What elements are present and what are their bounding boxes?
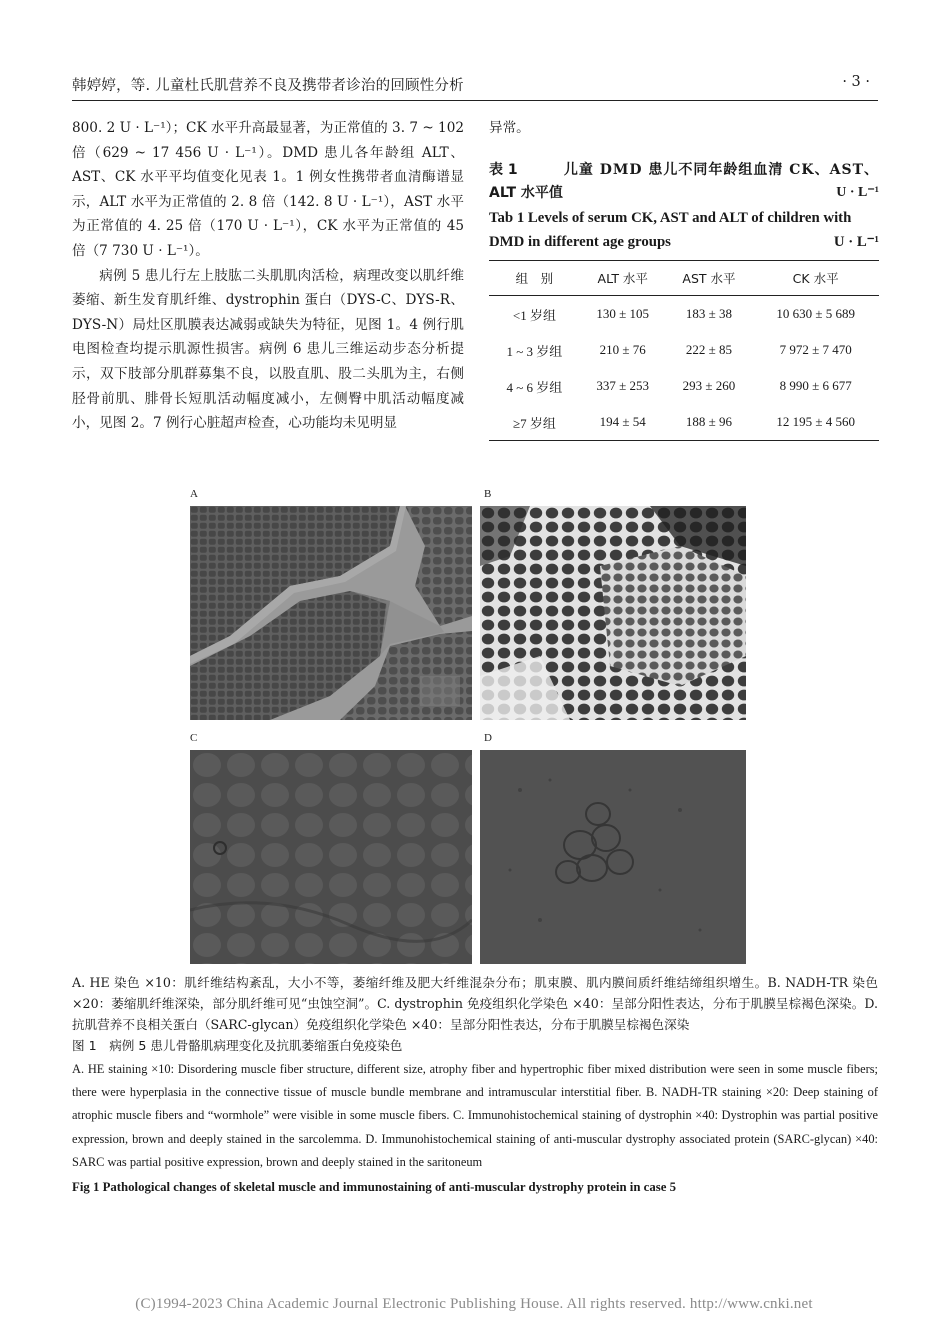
running-title: 韩婷婷，等. 儿童杜氏肌营养不良及携带者诊治的回顾性分析	[72, 78, 464, 94]
table-cell: 222 ± 85	[685, 342, 733, 357]
table-row	[489, 404, 879, 441]
table-cell: 188 ± 96	[685, 414, 733, 429]
table-cell: 130 ± 105	[596, 306, 650, 321]
table-cell: 293 ± 260	[682, 378, 736, 393]
table-caption-cn	[489, 158, 879, 182]
micrograph-a	[190, 506, 472, 720]
figure-caption-cn: A. HE 染色 ×10：肌纤维结构紊乱，大小不等，萎缩纤维及肥大纤维混杂分布；肌束膜、肌内膜间质纤维结缔组织增生。B. NADH-TR 染色 ×20：萎缩肌纤维深染，部分肌纤维可见“虫蚀空洞”。C. dystrophin 免疫组织化学染色 ×40：呈部分阳性表达，分布于肌膜呈棕褐色深染。D. 抗肌营养不良相关蛋白（SARC-glycan）免疫组织化学染色 ×40：呈部分阳性表达，分布于肌膜呈棕褐色深染	[72, 975, 878, 1032]
table-cell: 10 630 ± 5 689	[776, 306, 855, 321]
table-caption-en	[489, 206, 879, 254]
table-cell: 4 ~ 6 岁组	[506, 379, 563, 395]
table-unit: U · L⁻¹	[836, 185, 879, 200]
table-cell: ≥7 岁组	[512, 415, 556, 431]
table-cell: 183 ± 38	[685, 306, 733, 321]
figure-1	[190, 488, 746, 966]
running-header	[72, 72, 878, 101]
table-header-cell: CK 水平	[752, 261, 879, 296]
panel-label-c: C	[190, 732, 198, 744]
panel-label-d: D	[484, 732, 492, 744]
panel-label-b: B	[484, 488, 492, 500]
table-row	[489, 296, 879, 333]
table-cell: 8 990 ± 6 677	[779, 378, 852, 393]
copyright-footer: (C)1994-2023 China Academic Journal Electronic Publishing House. All rights reserved. http://www.cnki.net	[135, 1296, 813, 1312]
paragraph-continuation: 异常。	[489, 120, 530, 136]
figure-caption	[72, 972, 878, 1195]
table-header-cell: AST 水平	[666, 261, 753, 296]
right-column	[489, 116, 879, 441]
page-number: · 3 ·	[842, 74, 870, 90]
table-cell: 194 ± 54	[599, 414, 646, 429]
micrograph-b	[480, 506, 746, 720]
figure-title-cn: 图 1 病例 5 患儿骨骼肌病理变化及抗肌萎缩蛋白免疫染色	[72, 1038, 403, 1053]
table-title-cn-line1: 儿童 DMD 患儿不同年龄组血清 CK、AST、	[563, 162, 879, 178]
serum-levels-table	[489, 260, 879, 441]
table-header-row	[489, 261, 879, 296]
table-cell: 210 ± 76	[599, 342, 646, 357]
table-cell: 7 972 ± 7 470	[779, 342, 852, 357]
figure-title-en: Fig 1 Pathological changes of skeletal muscle and immunostaining of anti-muscular dystrophy protein in case 5	[72, 1180, 676, 1195]
figure-caption-en: A. HE staining ×10: Disordering muscle fiber structure, different size, atrophy fiber and hypertrophic fiber mixed distribution were seen in some muscle fibers; there were hyperplasia in the connective tissue of muscle bundle membrane and intramuscular interstitial fiber. B. NADH-TR staining ×20: Deep staining of atrophic muscle fibers and “wormhole” were visible in some muscle fibers. C. Immunohistochemical staining of dystrophin ×40: Dystrophin was partial positive expression, brown and deeply stained in the sarcolemma. D. Immunohistochemical staining of anti-muscular dystrophy associated protein (SARC-glycan) ×40: SARC was partial positive expression, brown and deeply stained in the saritoneum	[72, 1062, 878, 1169]
micrograph-d	[480, 750, 746, 964]
table-unit-en: U · L⁻¹	[833, 234, 879, 250]
table-title-en: Tab 1 Levels of serum CK, AST and ALT of children with DMD in different age groups	[489, 210, 852, 250]
table-cell: 1 ~ 3 岁组	[506, 343, 563, 359]
table-header-cell: 组 别	[489, 261, 580, 296]
panel-label-a: A	[190, 488, 198, 500]
left-column	[72, 116, 464, 436]
table-cell: <1 岁组	[512, 307, 556, 323]
table-row	[489, 332, 879, 368]
table-row	[489, 368, 879, 404]
table-cell: 12 195 ± 4 560	[776, 414, 855, 429]
table-caption-cn-line2	[489, 182, 879, 204]
paragraph-enzyme-levels: 800. 2 U · L⁻¹）；CK 水平升高最显著，为正常值的 3. 7 ~ 102 倍（629 ~ 17 456 U · L⁻¹）。DMD 患儿各年龄组 ALT、AST、CK 水平平均值变化见表 1。1 例女性携带者血清酶谱显示，ALT 水平为正常值的 2. 8 倍（142. 8 U · L⁻¹），AST 水平为正常值的 4. 25 倍（170 U · L⁻¹），CK 水平为正常值的 45 倍（7 730 U · L⁻¹）。	[72, 120, 464, 259]
paragraph-biopsy: 病例 5 患儿行左上肢肱二头肌肌肉活检，病理改变以肌纤维萎缩、新生发育肌纤维、dystrophin 蛋白（DYS-C、DYS-R、DYS-N）局灶区肌膜表达减弱或缺失为特征，见图 1。4 例行肌电图检查均提示肌源性损害。病例 6 患儿三维运动步态分析提示，双下肢部分肌群募集不良，以股直肌、股二头肌为主，右侧胫骨前肌、腓骨长短肌活动幅度减小，左侧臀中肌活动幅度减小，见图 2。7 例行心脏超声检查，心功能均未见明显	[72, 267, 464, 432]
table-label: 表 1	[489, 162, 518, 178]
micrograph-c	[190, 750, 472, 964]
table-header-cell: ALT 水平	[580, 261, 666, 296]
table-cell: 337 ± 253	[596, 378, 650, 393]
table-title-cn-line2: ALT 水平值	[489, 185, 563, 201]
